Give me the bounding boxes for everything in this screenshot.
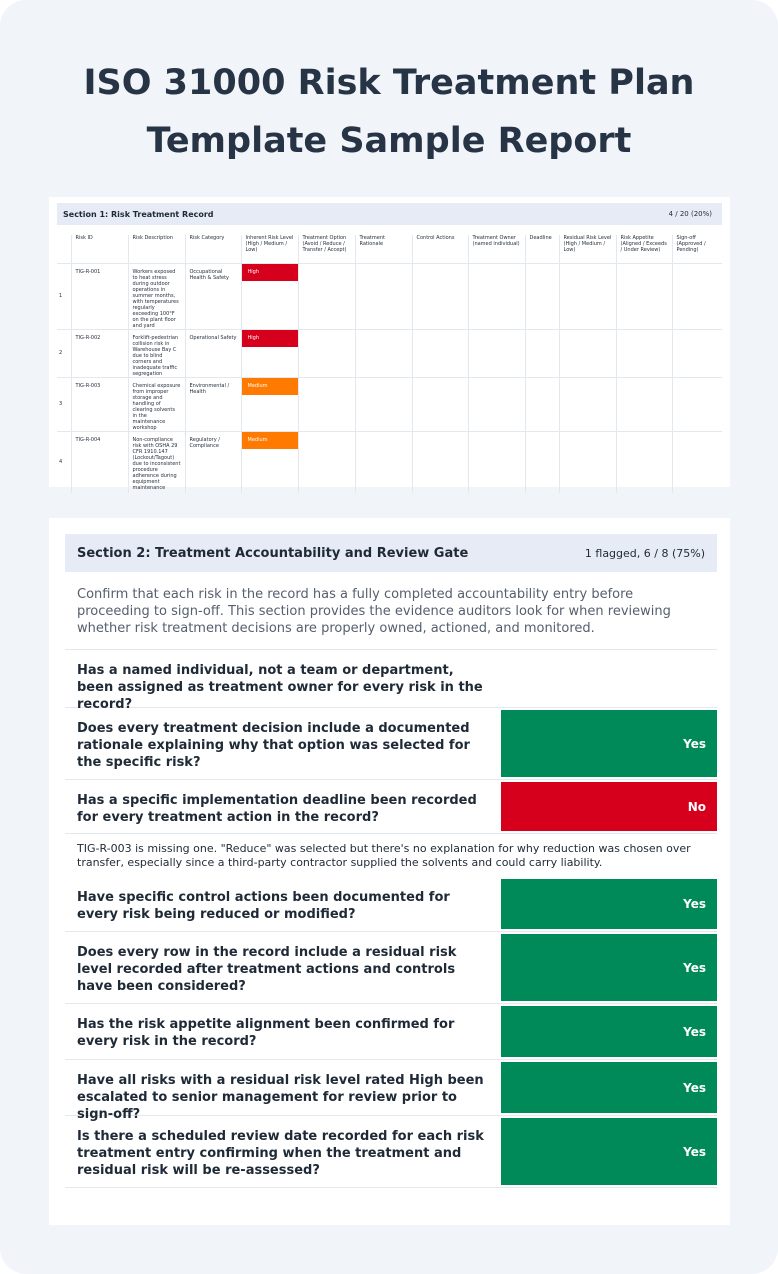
inherent-risk-level-cell xyxy=(241,431,298,493)
question-row xyxy=(65,1004,717,1060)
question-row xyxy=(65,877,717,932)
table-body xyxy=(57,263,722,493)
empty-cell[interactable] xyxy=(672,329,722,377)
risk-id: TIG-R-004 xyxy=(71,431,128,493)
answer-box[interactable]: Yes xyxy=(501,934,717,1001)
empty-cell[interactable] xyxy=(412,377,468,431)
empty-cell[interactable] xyxy=(616,329,672,377)
answer-box[interactable]: Yes xyxy=(501,1062,717,1113)
empty-cell[interactable] xyxy=(616,377,672,431)
answer-note: TIG-R-003 is missing one. "Reduce" was selected but there's no explanation for why reduction was chosen over transfer, especially since a third-party contractor supplied the solvents and could carry liability. xyxy=(77,842,691,869)
table-header-cell: Residual Risk Level (High / Medium / Low) xyxy=(559,235,616,263)
section-2-header xyxy=(65,534,717,572)
empty-cell[interactable] xyxy=(468,329,525,377)
table-header-row xyxy=(57,235,722,263)
table-header-cell: Treatment Owner (named individual) xyxy=(468,235,525,263)
empty-cell[interactable] xyxy=(468,377,525,431)
report-title xyxy=(0,54,778,170)
empty-cell[interactable] xyxy=(559,329,616,377)
risk-description: Chemical exposure from improper storage and handling of clearing solvents in the maintenance workshop xyxy=(128,377,185,431)
row-number: 3 xyxy=(57,377,71,431)
risk-description: Non-compliance risk with OSHA 29 CFR 1910.147 (Lockout/Tagout) due to inconsistent procedure adherence during equipment maintenance xyxy=(128,431,185,493)
row-number: 4 xyxy=(57,431,71,493)
row-number: 2 xyxy=(57,329,71,377)
answer-box[interactable]: Yes xyxy=(501,710,717,777)
empty-cell[interactable] xyxy=(412,329,468,377)
question-row xyxy=(65,708,717,780)
empty-cell[interactable] xyxy=(525,329,559,377)
empty-cell[interactable] xyxy=(616,263,672,329)
inherent-risk-level-cell xyxy=(241,263,298,329)
risk-category: Regulatory / Compliance xyxy=(185,431,241,493)
risk-level-badge: Medium xyxy=(242,432,298,449)
risk-id: TIG-R-002 xyxy=(71,329,128,377)
empty-cell[interactable] xyxy=(468,431,525,493)
risk-category: Environmental / Health xyxy=(185,377,241,431)
answer-box[interactable] xyxy=(501,652,717,705)
table-row xyxy=(57,329,722,377)
risk-treatment-table xyxy=(57,235,722,493)
empty-cell[interactable] xyxy=(355,377,412,431)
empty-cell[interactable] xyxy=(616,431,672,493)
question-text: Has a named individual, not a team or department, been assigned as treatment owner for every risk in the record? xyxy=(77,663,483,712)
question-row xyxy=(65,932,717,1004)
empty-cell[interactable] xyxy=(559,377,616,431)
inherent-risk-level-cell xyxy=(241,377,298,431)
table-header-cell xyxy=(57,235,71,263)
risk-description: Forklift-pedestrian collision risk in Warehouse Bay C due to blind corners and inadequate traffic segregation xyxy=(128,329,185,377)
empty-cell[interactable] xyxy=(412,431,468,493)
question-text: Does every row in the record include a residual risk level recorded after treatment actions and controls have been considered? xyxy=(77,945,457,994)
question-row xyxy=(65,1060,717,1122)
risk-id: TIG-R-001 xyxy=(71,263,128,329)
empty-cell[interactable] xyxy=(468,263,525,329)
table-row xyxy=(57,377,722,431)
answer-box[interactable]: Yes xyxy=(501,1118,717,1185)
empty-cell[interactable] xyxy=(298,329,355,377)
question-list xyxy=(65,650,717,1188)
question-row xyxy=(65,650,717,712)
table-header-cell: Risk Category xyxy=(185,235,241,263)
risk-category: Operational Safety xyxy=(185,329,241,377)
question-text: Has a specific implementation deadline been recorded for every treatment action in the record? xyxy=(77,793,477,825)
question-row xyxy=(65,780,717,834)
risk-level-badge: Medium xyxy=(242,378,298,395)
question-row xyxy=(65,1116,717,1188)
question-text: Have all risks with a residual risk level rated High been escalated to senior management for review prior to sign-off? xyxy=(77,1073,484,1122)
risk-level-badge: High xyxy=(242,264,298,281)
empty-cell[interactable] xyxy=(298,263,355,329)
table-row xyxy=(57,263,722,329)
table-header-cell: Treatment Option (Avoid / Reduce / Transfer / Accept) xyxy=(298,235,355,263)
answer-box[interactable]: Yes xyxy=(501,879,717,929)
empty-cell[interactable] xyxy=(355,431,412,493)
question-text: Have specific control actions been documented for every risk being reduced or modified? xyxy=(77,890,450,922)
question-text: Is there a scheduled review date recorded for each risk treatment entry confirming when the treatment and residual risk will be re-assessed? xyxy=(77,1129,484,1178)
question-text: Has the risk appetite alignment been confirmed for every risk in the record? xyxy=(77,1017,455,1049)
risk-category: Occupational Health & Safety xyxy=(185,263,241,329)
table-header-cell: Deadline xyxy=(525,235,559,263)
answer-box[interactable]: Yes xyxy=(501,1006,717,1057)
table-header-cell: Control Actions xyxy=(412,235,468,263)
risk-id: TIG-R-003 xyxy=(71,377,128,431)
empty-cell[interactable] xyxy=(559,431,616,493)
risk-description: Workers exposed to heat stress during outdoor operations in summer months, with temperatures regularly exceeding 100°F on the plant floor and yard xyxy=(128,263,185,329)
table-header-cell: Treatment Rationale xyxy=(355,235,412,263)
empty-cell[interactable] xyxy=(298,377,355,431)
empty-cell[interactable] xyxy=(355,329,412,377)
report-title-line-2: Template Sample Report xyxy=(146,121,632,161)
section-1-header xyxy=(57,203,722,225)
empty-cell[interactable] xyxy=(525,263,559,329)
table-row xyxy=(57,431,722,493)
table-header-cell: Risk ID xyxy=(71,235,128,263)
risk-level-badge: High xyxy=(242,330,298,347)
empty-cell[interactable] xyxy=(672,377,722,431)
empty-cell[interactable] xyxy=(672,431,722,493)
row-number: 1 xyxy=(57,263,71,329)
section-1-title: Section 1: Risk Treatment Record xyxy=(63,209,214,219)
report-title-line-1: ISO 31000 Risk Treatment Plan xyxy=(83,63,695,103)
section-2-progress: 1 flagged, 6 / 8 (75%) xyxy=(584,546,705,560)
empty-cell[interactable] xyxy=(525,431,559,493)
section-1-progress: 4 / 20 (20%) xyxy=(668,210,712,218)
table-header-cell: Sign-off (Approved / Pending) xyxy=(672,235,722,263)
inherent-risk-level-cell xyxy=(241,329,298,377)
empty-cell[interactable] xyxy=(355,263,412,329)
table-header-cell: Risk Appetite (Aligned / Exceeds / Under Review) xyxy=(616,235,672,263)
empty-cell[interactable] xyxy=(298,431,355,493)
section-2-intro: Confirm that each risk in the record has a fully completed accountability entry before proceeding to sign-off. This section provides the evidence auditors look for when reviewing whether risk treatment decisions are properly owned, actioned, and monitored. xyxy=(65,572,717,650)
answer-box[interactable]: No xyxy=(501,782,717,831)
question-text: Does every treatment decision include a documented rationale explaining why that option was selected for the specific risk? xyxy=(77,721,470,770)
empty-cell[interactable] xyxy=(412,263,468,329)
empty-cell[interactable] xyxy=(672,263,722,329)
section-2-card xyxy=(49,518,730,1225)
section-2-title: Section 2: Treatment Accountability and Review Gate xyxy=(77,545,469,561)
empty-cell[interactable] xyxy=(559,263,616,329)
table-header-cell: Inherent Risk Level (High / Medium / Low) xyxy=(241,235,298,263)
empty-cell[interactable] xyxy=(525,377,559,431)
section-1-card xyxy=(49,197,730,491)
table-header-cell: Risk Description xyxy=(128,235,185,263)
